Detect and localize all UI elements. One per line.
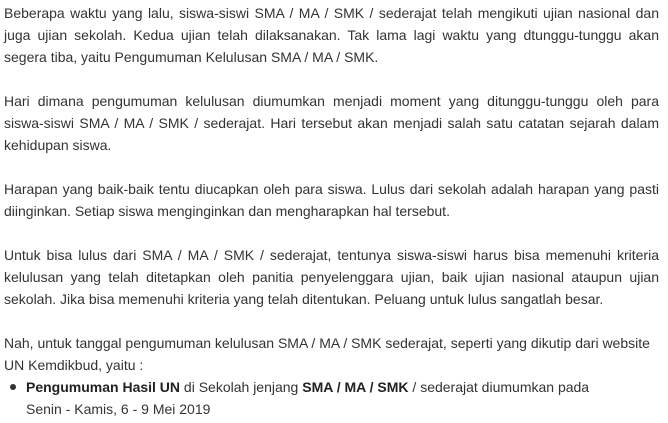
bullet-text-part1: di Sekolah jenjang [180,379,303,395]
paragraph-hopes: Harapan yang baik-baik tentu diucapkan oleh para siswa. Lulus dari sekolah adalah harapan yang pasti diinginkan. Setiap siswa menginginkan dan mengharapkan hal tersebut. [4,181,659,219]
bullet-icon [10,384,16,390]
paragraph-intro: Beberapa waktu yang lalu, siswa-siswi SMA / MA / SMK / sederajat telah mengikuti ujian nasional dan juga ujian sekolah. Kedua ujian telah dilaksanakan. Tak lama lagi waktu yang dtunggu-tunggu akan segera tiba, yaitu Pengumuman Kelulusan SMA / MA / SMK. [4,5,659,65]
bullet-text-part2: / sederajat diumumkan pada Senin - Kamis, 6 - 9 Mei 2019 [26,379,590,417]
list-item [4,376,626,420]
paragraph-announcement-day: Hari dimana pengumuman kelulusan diumumkan menjadi moment yang ditunggu-tunggu oleh para siswa-siswi SMA / MA / SMK / sederajat. Hari tersebut akan menjadi salah satu catatan sejarah dalam kehidupan siswa. [4,93,659,153]
bullet-bold-heading: Pengumuman Hasil UN [26,379,181,395]
schedule-list [4,376,659,420]
bullet-bold-level: SMA / MA / SMK [302,379,409,395]
paragraph-schedule-intro: Nah, untuk tanggal pengumuman kelulusan SMA / MA / SMK sederajat, seperti yang dikutip dari website UN Kemdikbud, yaitu : [4,335,650,373]
paragraph-criteria: Untuk bisa lulus dari SMA / MA / SMK / sederajat, tentunya siswa-siswi harus bisa memenuhi kriteria kelulusan yang telah ditetapkan oleh panitia penyelenggara ujian, baik ujian nasional ataupun ujian sekolah. Jika bisa memenuhi kriteria yang telah ditentukan. Peluang untuk lulus sangatlah besar. [4,247,659,307]
